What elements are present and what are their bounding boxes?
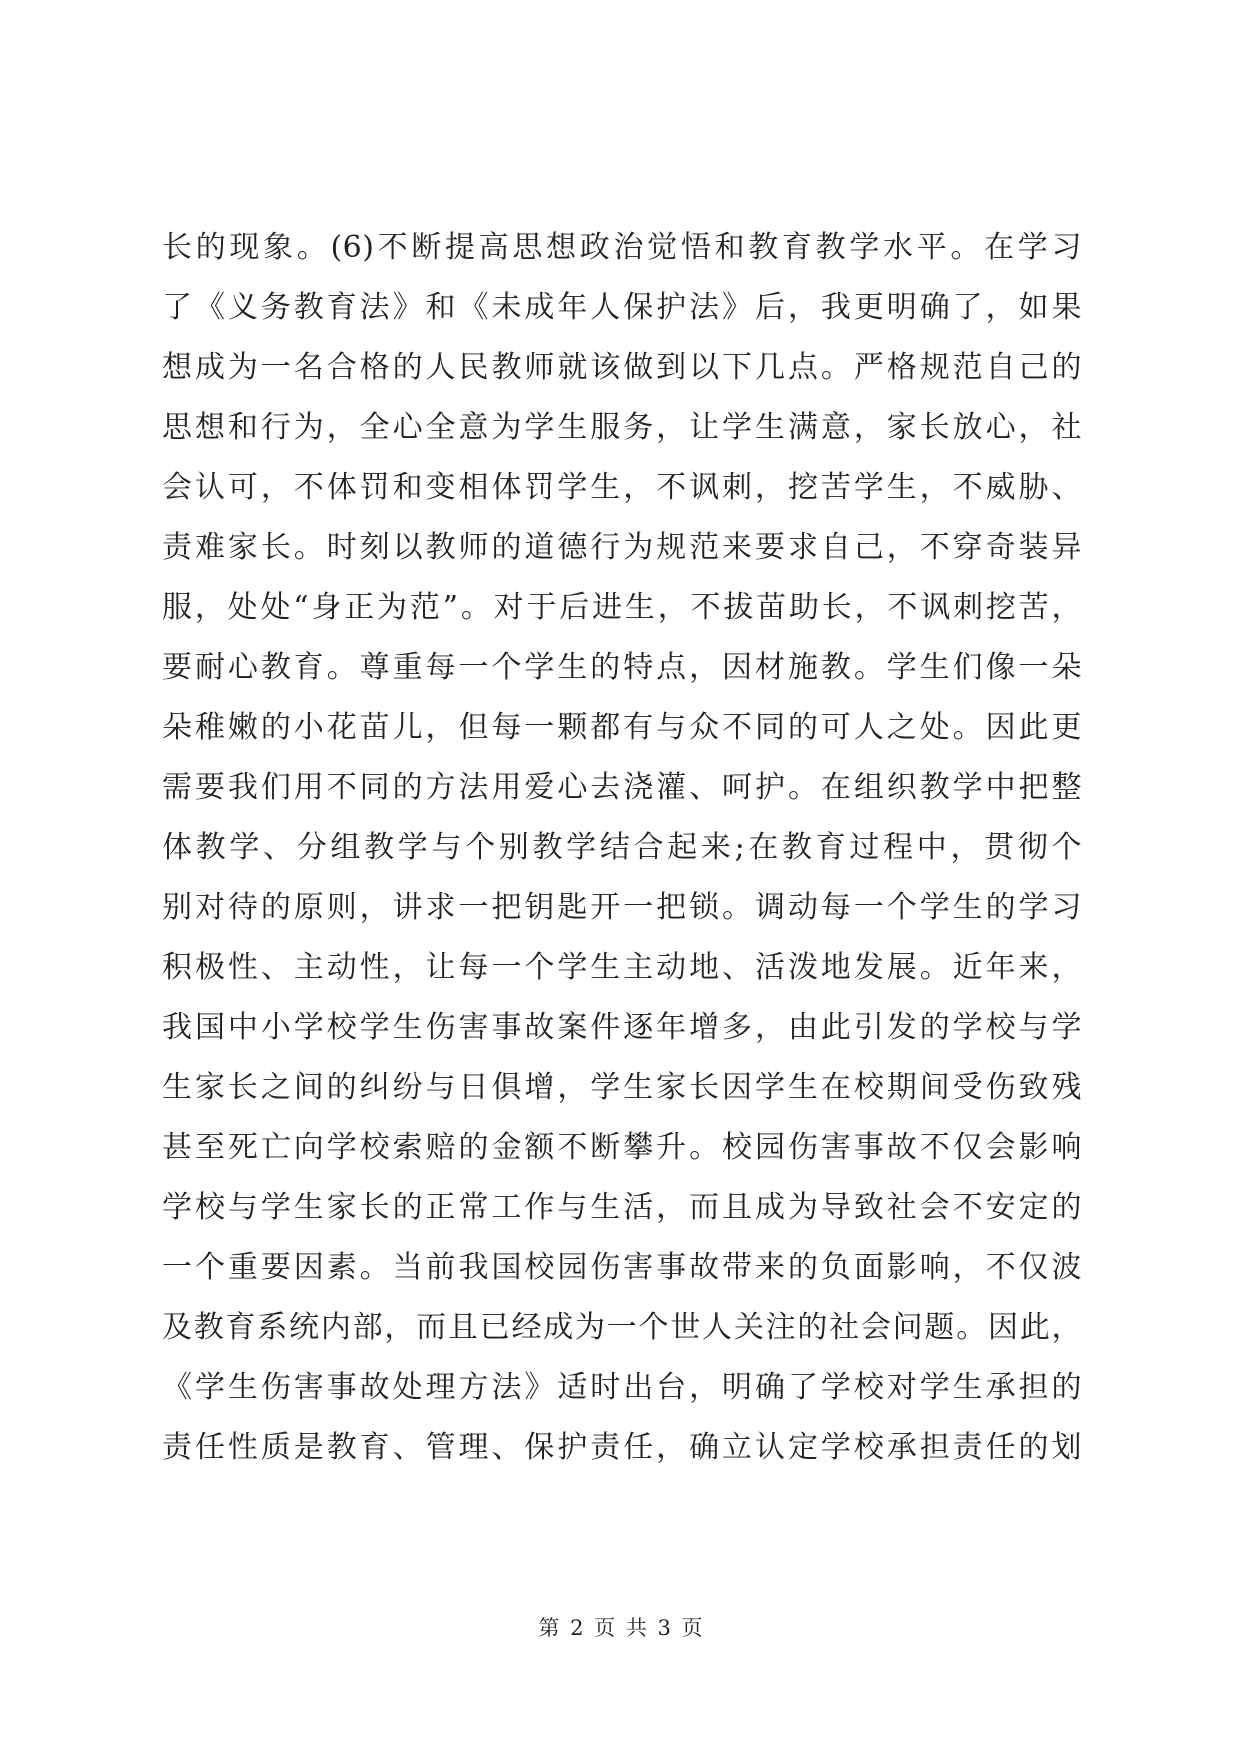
text-line: 服，处处“身正为范”。对于后进生，不拔苗助长，不讽刺挖苦， [162, 590, 1082, 625]
text-line: 及教育系统内部，而且已经成为一个世人关注的社会问题。因此， [162, 1310, 1082, 1345]
text-line: 我国中小学校学生伤害事故案件逐年增多，由此引发的学校与学 [162, 1010, 1082, 1045]
text-line: 积极性、主动性，让每一个学生主动地、活泼地发展。近年来， [162, 950, 1082, 985]
text-line: 生家长之间的纠纷与日俱增，学生家长因学生在校期间受伤致残 [162, 1070, 1082, 1105]
text-line: 学校与学生家长的正常工作与生活，而且成为导致社会不安定的 [162, 1190, 1082, 1225]
text-line: 体教学、分组教学与个别教学结合起来;在教育过程中，贯彻个 [162, 830, 1082, 865]
text-line: 了《义务教育法》和《未成年人保护法》后，我更明确了，如果 [162, 290, 1082, 325]
text-line: 别对待的原则，讲求一把钥匙开一把锁。调动每一个学生的学习 [162, 890, 1082, 925]
text-line: 要耐心教育。尊重每一个学生的特点，因材施教。学生们像一朵 [162, 650, 1082, 685]
text-line: 会认可，不体罚和变相体罚学生，不讽刺，挖苦学生，不威胁、 [162, 470, 1082, 505]
body-text [162, 218, 1082, 1478]
text-line: 责任性质是教育、管理、保护责任，确立认定学校承担责任的划 [162, 1430, 1082, 1465]
text-line: 朵稚嫩的小花苗儿，但每一颗都有与众不同的可人之处。因此更 [162, 710, 1082, 745]
text-line: 责难家长。时刻以教师的道德行为规范来要求自己，不穿奇装异 [162, 530, 1082, 565]
text-line: 需要我们用不同的方法用爱心去浇灌、呵护。在组织教学中把整 [162, 770, 1082, 805]
page-footer: 第 2 页 共 3 页 [538, 1616, 703, 1640]
text-line: 长的现象。(6)不断提高思想政治觉悟和教育教学水平。在学习 [162, 230, 1082, 265]
text-line: 一个重要因素。当前我国校园伤害事故带来的负面影响，不仅波 [162, 1250, 1082, 1285]
text-line: 思想和行为，全心全意为学生服务，让学生满意，家长放心，社 [162, 410, 1082, 445]
text-line: 甚至死亡向学校索赔的金额不断攀升。校园伤害事故不仅会影响 [162, 1130, 1082, 1165]
text-line: 《学生伤害事故处理方法》适时出台，明确了学校对学生承担的 [162, 1370, 1082, 1405]
text-line: 想成为一名合格的人民教师就该做到以下几点。严格规范自己的 [162, 350, 1082, 385]
